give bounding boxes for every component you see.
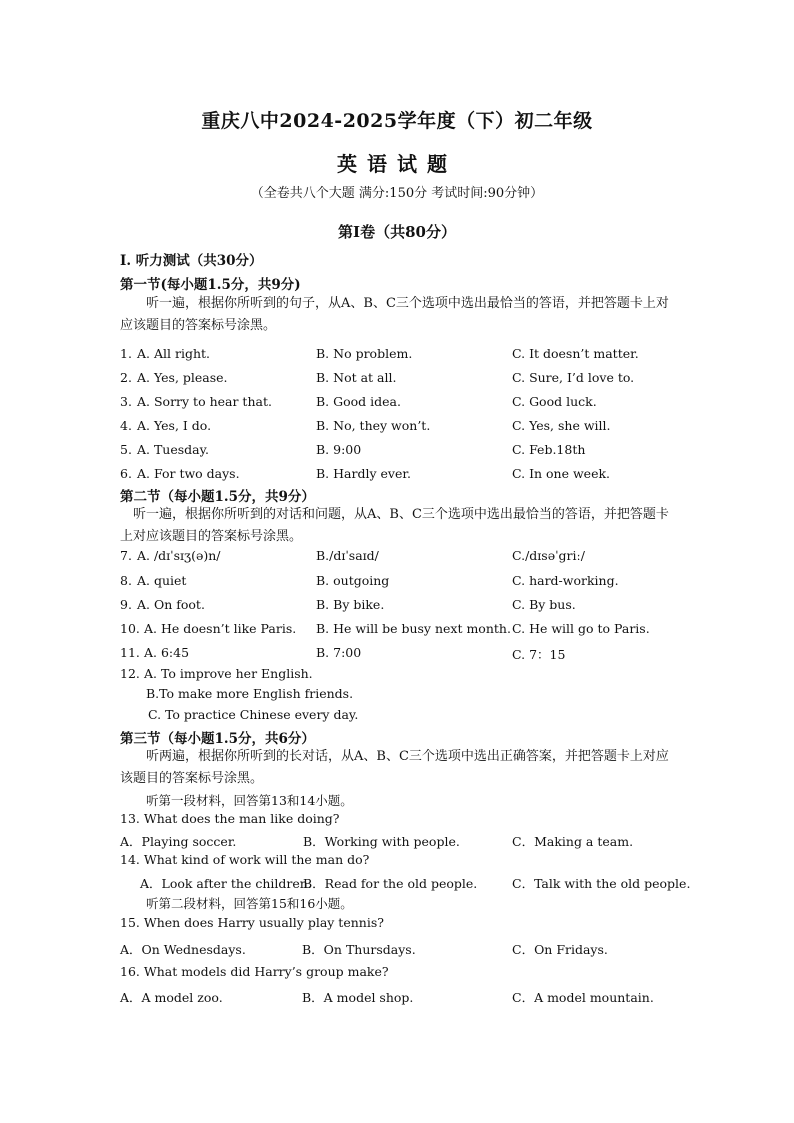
option-c: C. Sure, I’d love to. (512, 370, 635, 385)
option-b: B. Not at all. (316, 370, 397, 385)
option-a: A．Look after the children. (140, 876, 312, 891)
option-a: A. To improve her English. (144, 666, 313, 681)
section1-instruction: 听一遍，根据你所听到的句子，从A、B、C三个选项中选出最恰当的答语，并把答题卡上对应该题目的答案标号涂黑。 (120, 296, 669, 333)
option-a: A. All right. (137, 346, 210, 361)
option-b: B. No, they won’t. (316, 418, 431, 433)
option-b: B.To make more English friends. (146, 686, 354, 701)
subject-title: 英语试题 (337, 152, 457, 176)
exam-page: 重庆八中2024-2025学年度（下）初二年级 英语试题 （全卷共八个大题 满分:150分 考试时间:90分钟） 第Ⅰ卷（共80分） I. 听力测试（共30分） 第一节(每小题1.5分，共9分) 听一遍，根据你所听到的句子，从A、B、C三个选项中选出最恰当的答语，并把答题卡上对应该题目的答案标号涂黑。 1. A. All right. B. No problem. C. It doesn’t matter. 2. A. Yes, please. B. Not at all. C. Sure, I’d love to. 3. A. Sorry to hear that. B. Good idea. C. Good luck. 4. A. Yes, I do. B. No, they won’t. C. Yes, she will. 5. A. Tuesday. B. 9:00 C. Feb.18th 6. A. For two days. B. Hardly ever. C. In one week. 第二节（每小题1.5分，共9分） 听一遍，根据你所听到的对话和问题，从A、B、C三个选项中选出最恰当的答语，并把答题卡上对应该题目的答案标号涂黑。 7. A. /dɪˈsɪʒ(ə)n/ B./dɪˈsaɪd/ C./dɪsəˈgriː/ 8. A. quiet B. outgoing C. hard-working. 9. A. On foot. B. By bike. C. By bus. 10. A. He doesn’t like Paris. B. He will be busy next month. C. He will go to Paris. 11. A. 6:45 B. 7:00 C. 7：15 12. A. To improve her English. B.To make more English friends. C. To practice Chinese every day. 第三节（每小题1.5分，共6分） 听两遍，根据你所听到的长对话，从A、B、C三个选项中选出正确答案，并把答题卡上对应该题目的答案标号涂黑。 听第一段材料，回答第13和14小题。 13. What does the man like doing? A．Playing soccer. B．Working with people. C．Making a team. 14. What kind of work will the man do? A．Look after the children. B．Read for the old people. C．Talk with the old people. 听第二段材料，回答第15和16小题。 15. When does Harry usually play tennis? A．On Wednesdays. B．On Thursdays. C．On Fridays. 16. What models did Harry’s group make? A．A model zoo. B．A model shop. C．A model mountain. (0, 0, 794, 1123)
option-a: A. Sorry to hear that. (137, 394, 272, 409)
option-a: A. Yes, I do. (137, 418, 212, 433)
option-b: B. He will be busy next month. (316, 621, 511, 636)
exam-info: （全卷共八个大题 满分:150分 考试时间:90分钟） (250, 186, 544, 201)
option-a: A. On foot. (137, 597, 205, 612)
option-c: C. Feb.18th (512, 442, 586, 457)
option-c: C. To practice Chinese every day. (148, 707, 359, 722)
option-a: A．Playing soccer. (120, 834, 237, 849)
option-b: B. outgoing (316, 573, 390, 588)
option-b: B．Working with people. (303, 834, 460, 849)
option-b: B．Read for the old people. (303, 876, 478, 891)
section3-instruction: 听两遍，根据你所听到的长对话，从A、B、C三个选项中选出正确答案，并把答题卡上对应该题目的答案标号涂黑。 (120, 749, 669, 786)
option-c: C. Yes, she will. (512, 418, 611, 433)
option-b: B. 7:00 (316, 645, 362, 660)
option-b: B. Good idea. (316, 394, 401, 409)
option-b: B．A model shop. (302, 990, 414, 1005)
option-c: C．On Fridays. (512, 942, 608, 957)
section2-instruction: 听一遍，根据你所听到的对话和问题，从A、B、C三个选项中选出最恰当的答语，并把答题卡上对应该题目的答案标号涂黑。 (120, 507, 669, 544)
option-c: C. In one week. (512, 466, 611, 481)
option-a: A. quiet (137, 573, 187, 588)
option-c: C. He will go to Paris. (512, 621, 650, 636)
option-a: A. He doesn’t like Paris. (144, 621, 297, 636)
option-c: C. Good luck. (512, 394, 597, 409)
option-b: B. By bike. (316, 597, 385, 612)
option-b: B. Hardly ever. (316, 466, 411, 481)
option-a: A. /dɪˈsɪʒ(ə)n/ (137, 548, 221, 563)
exam-title: 重庆八中2024-2025学年度（下）初二年级 (201, 110, 593, 132)
option-b: B. 9:00 (316, 442, 362, 457)
option-c: C. It doesn’t matter. (512, 346, 639, 361)
volume-heading: 第Ⅰ卷（共80分） (338, 223, 456, 241)
option-b: B．On Thursdays. (302, 942, 416, 957)
option-c: C．Making a team. (512, 834, 634, 849)
option-c: C．A model mountain. (512, 990, 654, 1005)
option-a: A. Tuesday. (137, 442, 210, 457)
option-c: C. By bus. (512, 597, 576, 612)
option-c: C．Talk with the old people. (512, 876, 691, 891)
option-c: C./dɪsəˈgriː/ (512, 548, 585, 563)
option-c: C. hard-working. (512, 573, 619, 588)
option-a: A．On Wednesdays. (120, 942, 246, 957)
option-b: B./dɪˈsaɪd/ (316, 548, 379, 563)
option-a: A．A model zoo. (120, 990, 223, 1005)
option-a: A. Yes, please. (137, 370, 228, 385)
option-b: B. No problem. (316, 346, 413, 361)
option-c: C. 7：15 (512, 647, 566, 662)
option-a: A. 6:45 (144, 645, 190, 660)
option-a: A. For two days. (137, 466, 240, 481)
